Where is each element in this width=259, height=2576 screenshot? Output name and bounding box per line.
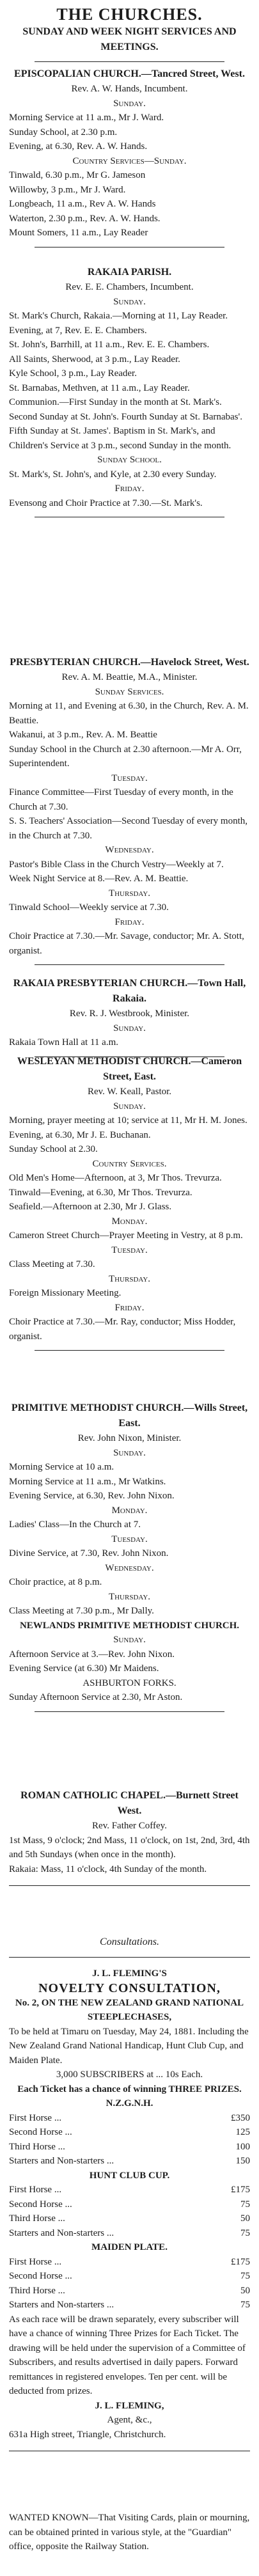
- prize-amount: 100: [235, 2141, 250, 2152]
- listing-line: Thursday.: [108, 1591, 151, 1602]
- listing-line: Monday.: [111, 1505, 148, 1516]
- listing-line: Monday.: [111, 1216, 148, 1227]
- ad-signature: J. L. FLEMING,: [95, 2400, 164, 2411]
- listing-line: Rakaia: Mass, 11 o'clock, 4th Sunday of the month.: [9, 1864, 207, 1874]
- listing-line: Sunday Services.: [95, 686, 164, 697]
- ad-title: NOVELTY CONSULTATION,: [38, 1981, 221, 1995]
- prize-row: [9, 2226, 250, 2241]
- listing-line: Tinwald School—Weekly service at 7.30.: [9, 902, 169, 913]
- listing-line: Morning Service at 11 a.m., Mr J. Ward.: [9, 113, 164, 123]
- listing-line: Longbeach, 11 a.m., Rev A. W. Hands: [9, 199, 156, 209]
- listing-line: St. John's, Barrhill, at 11 a.m., Rev. E. E. Chambers.: [9, 340, 210, 350]
- listing-line: Waterton, 2.30 p.m., Rev. A. W. Hands.: [9, 213, 161, 224]
- prize-amount: 50: [240, 2213, 250, 2224]
- presbyterian-section: [0, 651, 259, 971]
- consultations-head: Consultations.: [100, 1936, 159, 1947]
- episcopalian-head: EPISCOPALIAN CHURCH.—Tancred Street, West.: [14, 68, 245, 79]
- listing-line: Tuesday.: [111, 773, 148, 783]
- listing-line: ASHBURTON FORKS.: [82, 1677, 177, 1688]
- listing-line: Sunday.: [113, 1447, 146, 1458]
- listing-line: Sunday.: [113, 1101, 146, 1111]
- listing-line: Seafield.—Afternoon at 2.30, Mr J. Glass.: [9, 1202, 172, 1212]
- listing-line: Tinwald, 6.30 p.m., Mr G. Jameson: [9, 170, 146, 180]
- prize-label: First Horse ...: [9, 2112, 62, 2123]
- listing-line: NEWLANDS PRIMITIVE METHODIST CHURCH.: [19, 1620, 240, 1631]
- prize-amount: 150: [235, 2156, 250, 2166]
- listing-line: Country Services—Sunday.: [72, 155, 187, 166]
- divider: [35, 1711, 224, 1712]
- listing-line: Wednesday.: [105, 1562, 154, 1573]
- prize-row: [9, 2154, 250, 2169]
- listing-line: Wednesday.: [105, 845, 154, 855]
- prize-row: [9, 2111, 250, 2126]
- listing-line: Friday.: [114, 1302, 145, 1313]
- listing-line: Rev. R. J. Westbrook, Minister.: [69, 1009, 190, 1019]
- listing-line: Friday.: [114, 483, 145, 494]
- listing-line: Tuesday.: [111, 1245, 148, 1255]
- prize-amount: 50: [240, 2285, 250, 2296]
- prize-row: [9, 2255, 250, 2270]
- listing-line: Sunday School at 2.30.: [9, 1144, 98, 1154]
- listing-line: Morning Service at 10 a.m.: [9, 1462, 114, 1472]
- listing-line: Wakanui, at 3 p.m., Rev. A. M. Beattie: [9, 730, 157, 740]
- rakaia-parish-head: RAKAIA PARISH.: [87, 267, 172, 278]
- listing-line: St. Mark's Church, Rakaia.—Morning at 11, Lay Reader. Evening, at 7, Rev. E. E. Chambers.: [9, 311, 228, 336]
- prize-label: Third Horse ...: [9, 2213, 65, 2224]
- prize-row: [9, 2269, 250, 2284]
- divider: [9, 1957, 250, 1958]
- prize-label: Third Horse ...: [9, 2285, 65, 2296]
- listing-line: Tinwald—Evening, at 6.30, Mr Thos. Trevurza.: [9, 1187, 192, 1198]
- prize-amount: 75: [240, 2227, 250, 2238]
- listing-line: Thursday.: [108, 888, 151, 899]
- listing-line: Choir practice, at 8 p.m.: [9, 1577, 102, 1587]
- prize-amount: 75: [240, 2199, 250, 2210]
- prize-amount: £175: [231, 2185, 250, 2195]
- prize-row: [9, 2211, 250, 2226]
- race-title: MAIDEN PLATE.: [91, 2242, 168, 2252]
- prize-row: [9, 2298, 250, 2313]
- listing-line: Friday.: [114, 916, 145, 927]
- listing-line: Evening Service, at 6.30, Rev. John Nixon.: [9, 1491, 175, 1501]
- prize-label: Starters and Non-starters ...: [9, 2300, 114, 2310]
- listing-line: Sunday.: [113, 98, 146, 109]
- listing-line: St. Mark's, St. John's, and Kyle, at 2.30 every Sunday.: [9, 469, 217, 480]
- listing-line: Sunday School.: [97, 455, 162, 465]
- listing-line: Rev. A. W. Hands, Incumbent.: [71, 84, 188, 94]
- ad-subscribers: 3,000 SUBSCRIBERS at ... 10s Each.: [56, 2069, 203, 2080]
- divider: [35, 964, 224, 965]
- divider: [9, 1885, 250, 1886]
- listing-line: Rakaia Town Hall at 11 a.m.: [9, 1037, 118, 1048]
- prize-label: Third Horse ...: [9, 2141, 65, 2152]
- listing-line: Evening Service (at 6.30) Mr Maidens.: [9, 1663, 159, 1674]
- ad-footer: As each race will be drawn separately, every subscriber will have a chance of winning Three Prizes for Each Ticket. The drawing will be held under the supervision of a Committee of Subscribers, and results advertised in daily papers. Forward remittances in registered envelopes. Ten per cent. will be deducted from prizes.: [9, 2314, 246, 2396]
- consultations-section: [0, 1933, 259, 2460]
- ad-address: 631a High street, Triangle, Christchurch.: [9, 2429, 166, 2440]
- ad-lead: J. L. FLEMING'S: [92, 1968, 167, 1979]
- ad-subtitle: No. 2, ON THE NEW ZEALAND GRAND NATIONAL STEEPLECHASES,: [15, 1997, 244, 2022]
- listing-line: Willowby, 3 p.m., Mr J. Ward.: [9, 184, 126, 195]
- divider: [35, 61, 224, 62]
- prize-row: [9, 2284, 250, 2298]
- prize-row: [9, 2125, 250, 2140]
- rakaia-presbyterian-head: RAKAIA PRESBYTERIAN CHURCH.—Town Hall, Rakaia.: [13, 978, 246, 1004]
- prize-amount: £175: [231, 2256, 250, 2267]
- prize-amount: 75: [240, 2271, 250, 2281]
- listing-line: Divine Service, at 7.30, Rev. John Nixon.: [9, 1548, 169, 1559]
- listing-line: Rev. Father Coffey.: [92, 1821, 167, 1831]
- race-title: HUNT CLUB CUP.: [89, 2170, 170, 2181]
- listing-line: 1st Mass, 9 o'clock; 2nd Mass, 11 o'clock, on 1st, 2nd, 3rd, 4th and 5th Sundays (when once in the month).: [9, 1835, 250, 1860]
- prize-label: Starters and Non-starters ...: [9, 2227, 114, 2238]
- prize-label: Starters and Non-starters ...: [9, 2156, 114, 2166]
- listing-line: Evening, at 6.30, Mr J. E. Buchanan.: [9, 1129, 151, 1140]
- wanted-notice: WANTED KNOWN—That Visiting Cards, plain or mourning, can be obtained printed in various style, at the "Guardian" office, opposite the Railway Station.: [9, 2513, 250, 2552]
- prize-label: First Horse ...: [9, 2256, 62, 2267]
- listing-line: Thursday.: [108, 1273, 151, 1284]
- listing-line: Choir Practice at 7.30.—Mr. Ray, conductor; Miss Hodder, organist.: [9, 1317, 236, 1342]
- page-title: THE CHURCHES.: [56, 5, 203, 24]
- listing-line: Sunday.: [113, 1635, 146, 1645]
- ad-prizes-note: Each Ticket has a chance of winning THREE PRIZES.: [17, 2084, 242, 2094]
- listing-line: Country Services.: [92, 1158, 167, 1169]
- wanted-section: [0, 2511, 259, 2554]
- listing-line: Afternoon Service at 3.—Rev. John Nixon.: [9, 1649, 175, 1660]
- listing-line: Sunday School in the Church at 2.30 afternoon.—Mr A. Orr, Superintendent.: [9, 744, 242, 769]
- wesleyan-head: WESLEYAN METHODIST CHURCH.—Cameron Street, East.: [17, 1056, 242, 1082]
- listing-line: Kyle School, 3 p.m., Lay Reader.: [9, 368, 137, 379]
- wesleyan-section: [0, 1050, 259, 1357]
- prize-amount: £350: [231, 2112, 250, 2123]
- listing-line: Evensong and Choir Practice at 7.30.—St. Mark's.: [9, 498, 203, 508]
- listing-line: Class Meeting at 7.30 p.m., Mr Dally.: [9, 1606, 154, 1616]
- ad-body: To be held at Timaru on Tuesday, May 24, 1881. Including the New Zealand Grand National Handicap, Hunt Club Cup, and Maiden Plate.: [9, 2026, 249, 2066]
- listing-line: Sunday.: [113, 1023, 146, 1033]
- listing-line: S. S. Teachers' Association—Second Tuesday of every month, in the Church at 7.30.: [9, 816, 248, 841]
- listing-line: Sunday School, at 2.30 p.m.: [9, 127, 118, 137]
- prize-amount: 75: [240, 2300, 250, 2310]
- listing-line: Rev. A. M. Beattie, M.A., Minister.: [61, 672, 198, 682]
- primitive-section: [0, 1397, 259, 1718]
- prize-row: [9, 2183, 250, 2197]
- prize-row: [9, 2140, 250, 2155]
- listing-line: Tuesday.: [111, 1534, 148, 1544]
- listing-line: Evening, at 6.30, Rev. A. W. Hands.: [9, 141, 148, 152]
- presbyterian-head: PRESBYTERIAN CHURCH.—Havelock Street, West.: [10, 657, 249, 668]
- listing-line: Old Men's Home—Afternoon, at 3, Mr Thos. Trevurza.: [9, 1173, 222, 1183]
- listing-line: Ladies' Class—In the Church at 7.: [9, 1520, 141, 1530]
- roman-head: ROMAN CATHOLIC CHAPEL.—Burnett Street West.: [20, 1790, 239, 1816]
- listing-line: Pastor's Bible Class in the Church Vestry—Weekly at 7.: [9, 859, 224, 870]
- page-subtitle: SUNDAY AND WEEK NIGHT SERVICES AND MEETINGS.: [22, 26, 237, 52]
- race-title: N.Z.G.N.H.: [106, 2098, 153, 2109]
- listing-line: Foreign Missionary Meeting.: [9, 1288, 122, 1298]
- ad-signature-sub: Agent, &c.,: [107, 2415, 152, 2425]
- roman-section: [0, 1784, 259, 1895]
- listing-line: Week Night Service at 8.—Rev. A. M. Beattie.: [9, 874, 189, 884]
- prize-label: Second Horse ...: [9, 2271, 72, 2281]
- listing-line: Rev. W. Keall, Pastor.: [87, 1087, 172, 1097]
- listing-line: Finance Committee—First Tuesday of every month, in the Church at 7.30.: [9, 787, 233, 812]
- listing-line: Communion.—First Sunday in the month at St. Mark's. Second Sunday at St. John's. Fourth Sunday at St. Barnabas'. Fifth Sunday at St. James'. Baptism in St. Mark's, and Children's Service at 3 p.m., second Sunday in the month.: [9, 397, 242, 451]
- prize-label: Second Horse ...: [9, 2127, 72, 2137]
- listing-line: St. Barnabas, Methven, at 11 a.m., Lay Reader.: [9, 382, 190, 393]
- listing-line: Cameron Street Church—Prayer Meeting in Vestry, at 8 p.m.: [9, 1230, 243, 1241]
- prize-label: Second Horse ...: [9, 2199, 72, 2210]
- listing-line: Choir Practice at 7.30.—Mr. Savage, conductor; Mr. A. Stott, organist.: [9, 931, 244, 956]
- listing-line: Sunday.: [113, 296, 146, 307]
- listing-line: Morning at 11, and Evening at 6.30, in the Church, Rev. A. M. Beattie.: [9, 701, 249, 726]
- prize-row: [9, 2197, 250, 2212]
- listing-line: Morning Service at 11 a.m., Mr Watkins.: [9, 1476, 166, 1487]
- listing-line: All Saints, Sherwood, at 3 p.m., Lay Reader.: [9, 354, 180, 365]
- listing-line: Rev. John Nixon, Minister.: [77, 1433, 182, 1443]
- prize-label: First Horse ...: [9, 2185, 62, 2195]
- listing-line: Sunday Afternoon Service at 2.30, Mr Aston.: [9, 1692, 183, 1702]
- rakaia-parish-section: [0, 261, 259, 524]
- listing-line: Mount Somers, 11 a.m., Lay Reader: [9, 228, 148, 238]
- listing-line: Class Meeting at 7.30.: [9, 1259, 95, 1269]
- episcopalian-section: [0, 63, 259, 254]
- primitive-head: PRIMITIVE METHODIST CHURCH.—Wills Street, East.: [11, 1402, 248, 1429]
- listing-line: Morning, prayer meeting at 10; service at 11, Mr H. M. Jones.: [9, 1115, 247, 1126]
- prize-amount: 125: [235, 2127, 250, 2137]
- listing-line: Rev. E. E. Chambers, Incumbent.: [65, 282, 194, 292]
- divider: [35, 1350, 224, 1351]
- churches-header: [0, 0, 259, 68]
